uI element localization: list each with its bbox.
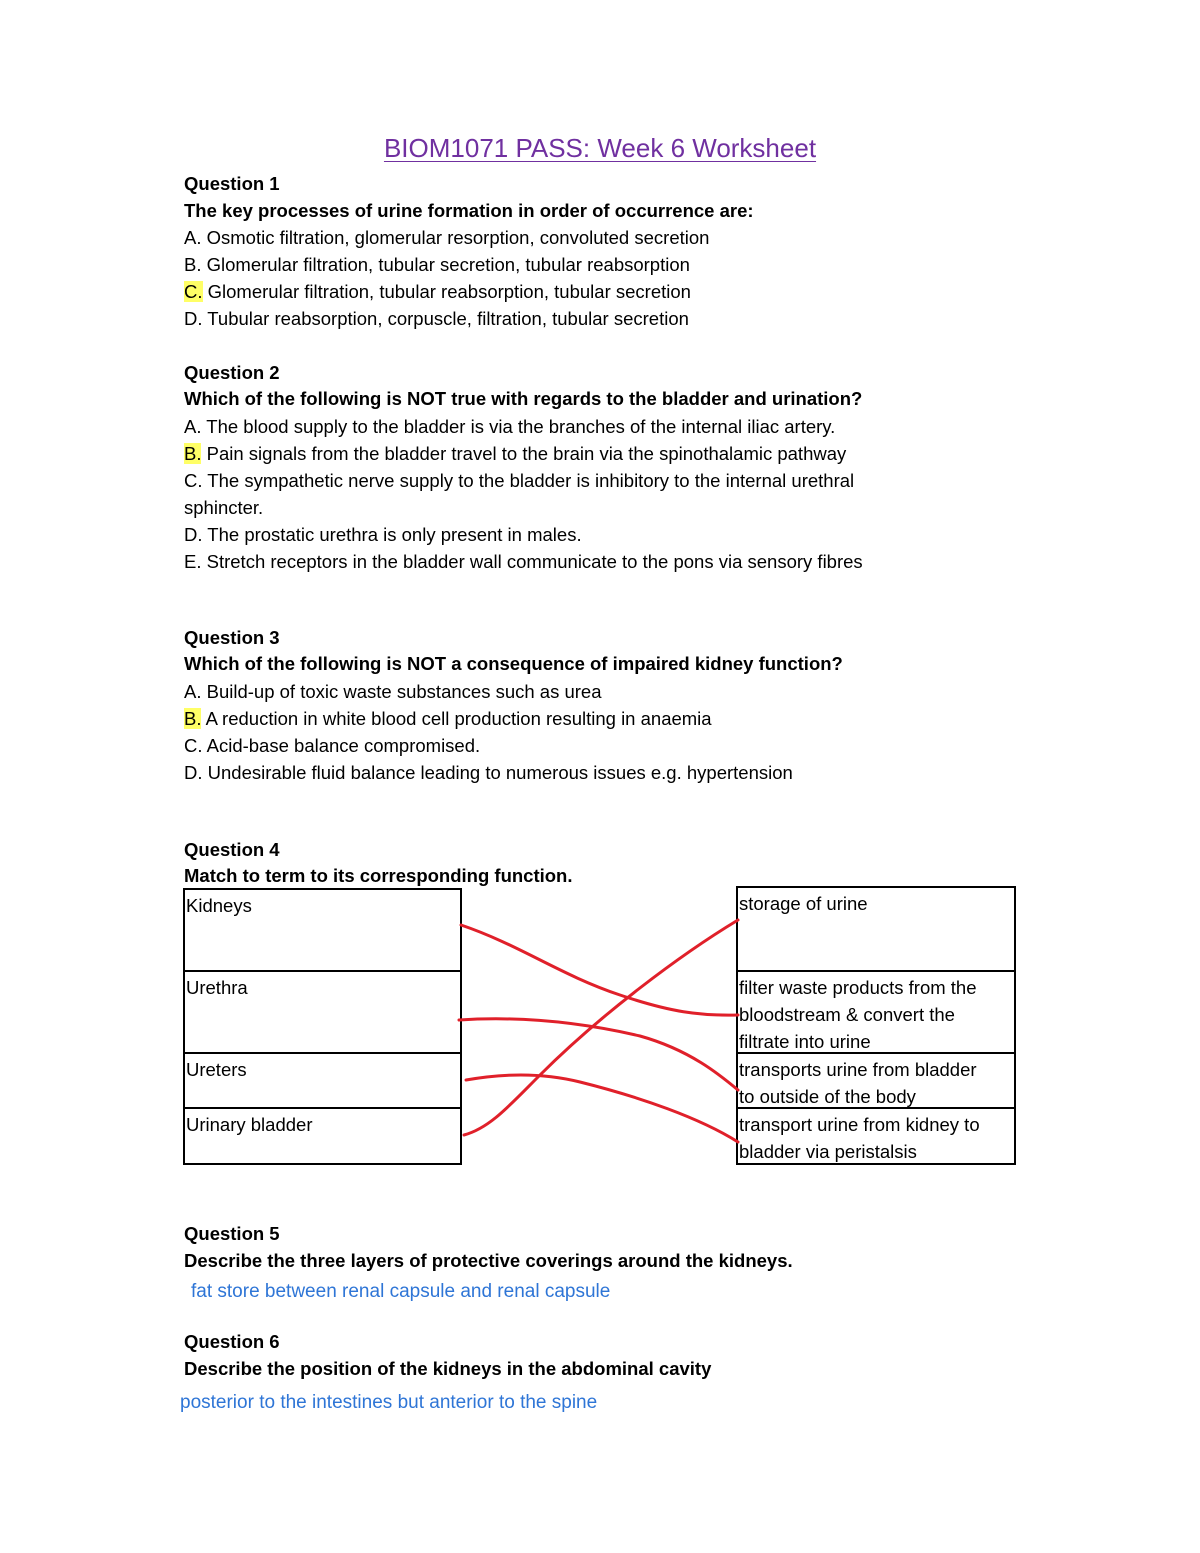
q2-heading: Question 2 [184, 362, 280, 383]
match-line-bladder-storage [464, 920, 738, 1135]
q4-heading: Question 4 [184, 839, 280, 860]
function-box-transport-peristalsis: transport urine from kidney to bladder via peristalsis [736, 1107, 1016, 1165]
q3-heading: Question 3 [184, 627, 280, 648]
q2-option-e: E. Stretch receptors in the bladder wall communicate to the pons via sensory fibres [184, 551, 863, 572]
q4-prompt: Match to term to its corresponding function. [184, 865, 573, 886]
q1-option-a: A. Osmotic filtration, glomerular resorption, convoluted secretion [184, 227, 710, 248]
q5-prompt: Describe the three layers of protective coverings around the kidneys. [184, 1250, 793, 1271]
q2-option-b: B. Pain signals from the bladder travel to the brain via the spinothalamic pathway [184, 443, 847, 464]
q6-prompt: Describe the position of the kidneys in the abdominal cavity [184, 1358, 712, 1379]
q3-option-a: A. Build-up of toxic waste substances such as urea [184, 681, 602, 702]
term-box-ureters: Ureters [183, 1052, 462, 1109]
q1-option-c: C. Glomerular filtration, tubular reabsorption, tubular secretion [184, 281, 691, 302]
q2-answer-highlight: B. [184, 443, 202, 464]
q5-answer-text: fat store between renal capsule and renal capsule [191, 1281, 611, 1302]
q1-option-b: B. Glomerular filtration, tubular secretion, tubular reabsorption [184, 254, 690, 275]
q3-answer-highlight: B. [184, 708, 202, 729]
q5-heading: Question 5 [184, 1223, 280, 1244]
q2-prompt: Which of the following is NOT true with regards to the bladder and urination? [184, 388, 863, 409]
q2-option-d: D. The prostatic urethra is only present in males. [184, 524, 582, 545]
q1-heading: Question 1 [184, 173, 280, 194]
function-box-filter: filter waste products from the bloodstream & convert the filtrate into urine [736, 970, 1016, 1054]
term-box-urinary-bladder: Urinary bladder [183, 1107, 462, 1165]
q2-option-a: A. The blood supply to the bladder is via the branches of the internal iliac artery. [184, 416, 836, 437]
q3-prompt: Which of the following is NOT a consequence of impaired kidney function? [184, 653, 843, 674]
q3-option-c: C. Acid-base balance compromised. [184, 735, 481, 756]
match-line-urethra-transports-outside [459, 1019, 738, 1090]
q1-prompt: The key processes of urine formation in order of occurrence are: [184, 200, 754, 221]
q2-option-c: C. The sympathetic nerve supply to the bladder is inhibitory to the internal urethral [184, 470, 855, 491]
function-box-transports-outside: transports urine from bladder to outside of the body [736, 1052, 1016, 1109]
match-line-kidneys-filter [461, 925, 738, 1015]
q3-option-b: B. A reduction in white blood cell production resulting in anaemia [184, 708, 712, 729]
q3-option-d: D. Undesirable fluid balance leading to numerous issues e.g. hypertension [184, 762, 793, 783]
q1-option-d: D. Tubular reabsorption, corpuscle, filtration, tubular secretion [184, 308, 689, 329]
match-line-ureters-peristalsis [466, 1075, 738, 1142]
q6-heading: Question 6 [184, 1331, 280, 1352]
q2-option-c-cont: sphincter. [184, 497, 264, 518]
page-title: BIOM1071 PASS: Week 6 Worksheet [383, 133, 817, 163]
term-box-urethra: Urethra [183, 970, 462, 1054]
function-box-storage: storage of urine [736, 886, 1016, 972]
q1-answer-highlight: C. [184, 281, 203, 302]
term-box-kidneys: Kidneys [183, 888, 462, 972]
q6-answer-text: posterior to the intestines but anterior to the spine [180, 1392, 598, 1413]
